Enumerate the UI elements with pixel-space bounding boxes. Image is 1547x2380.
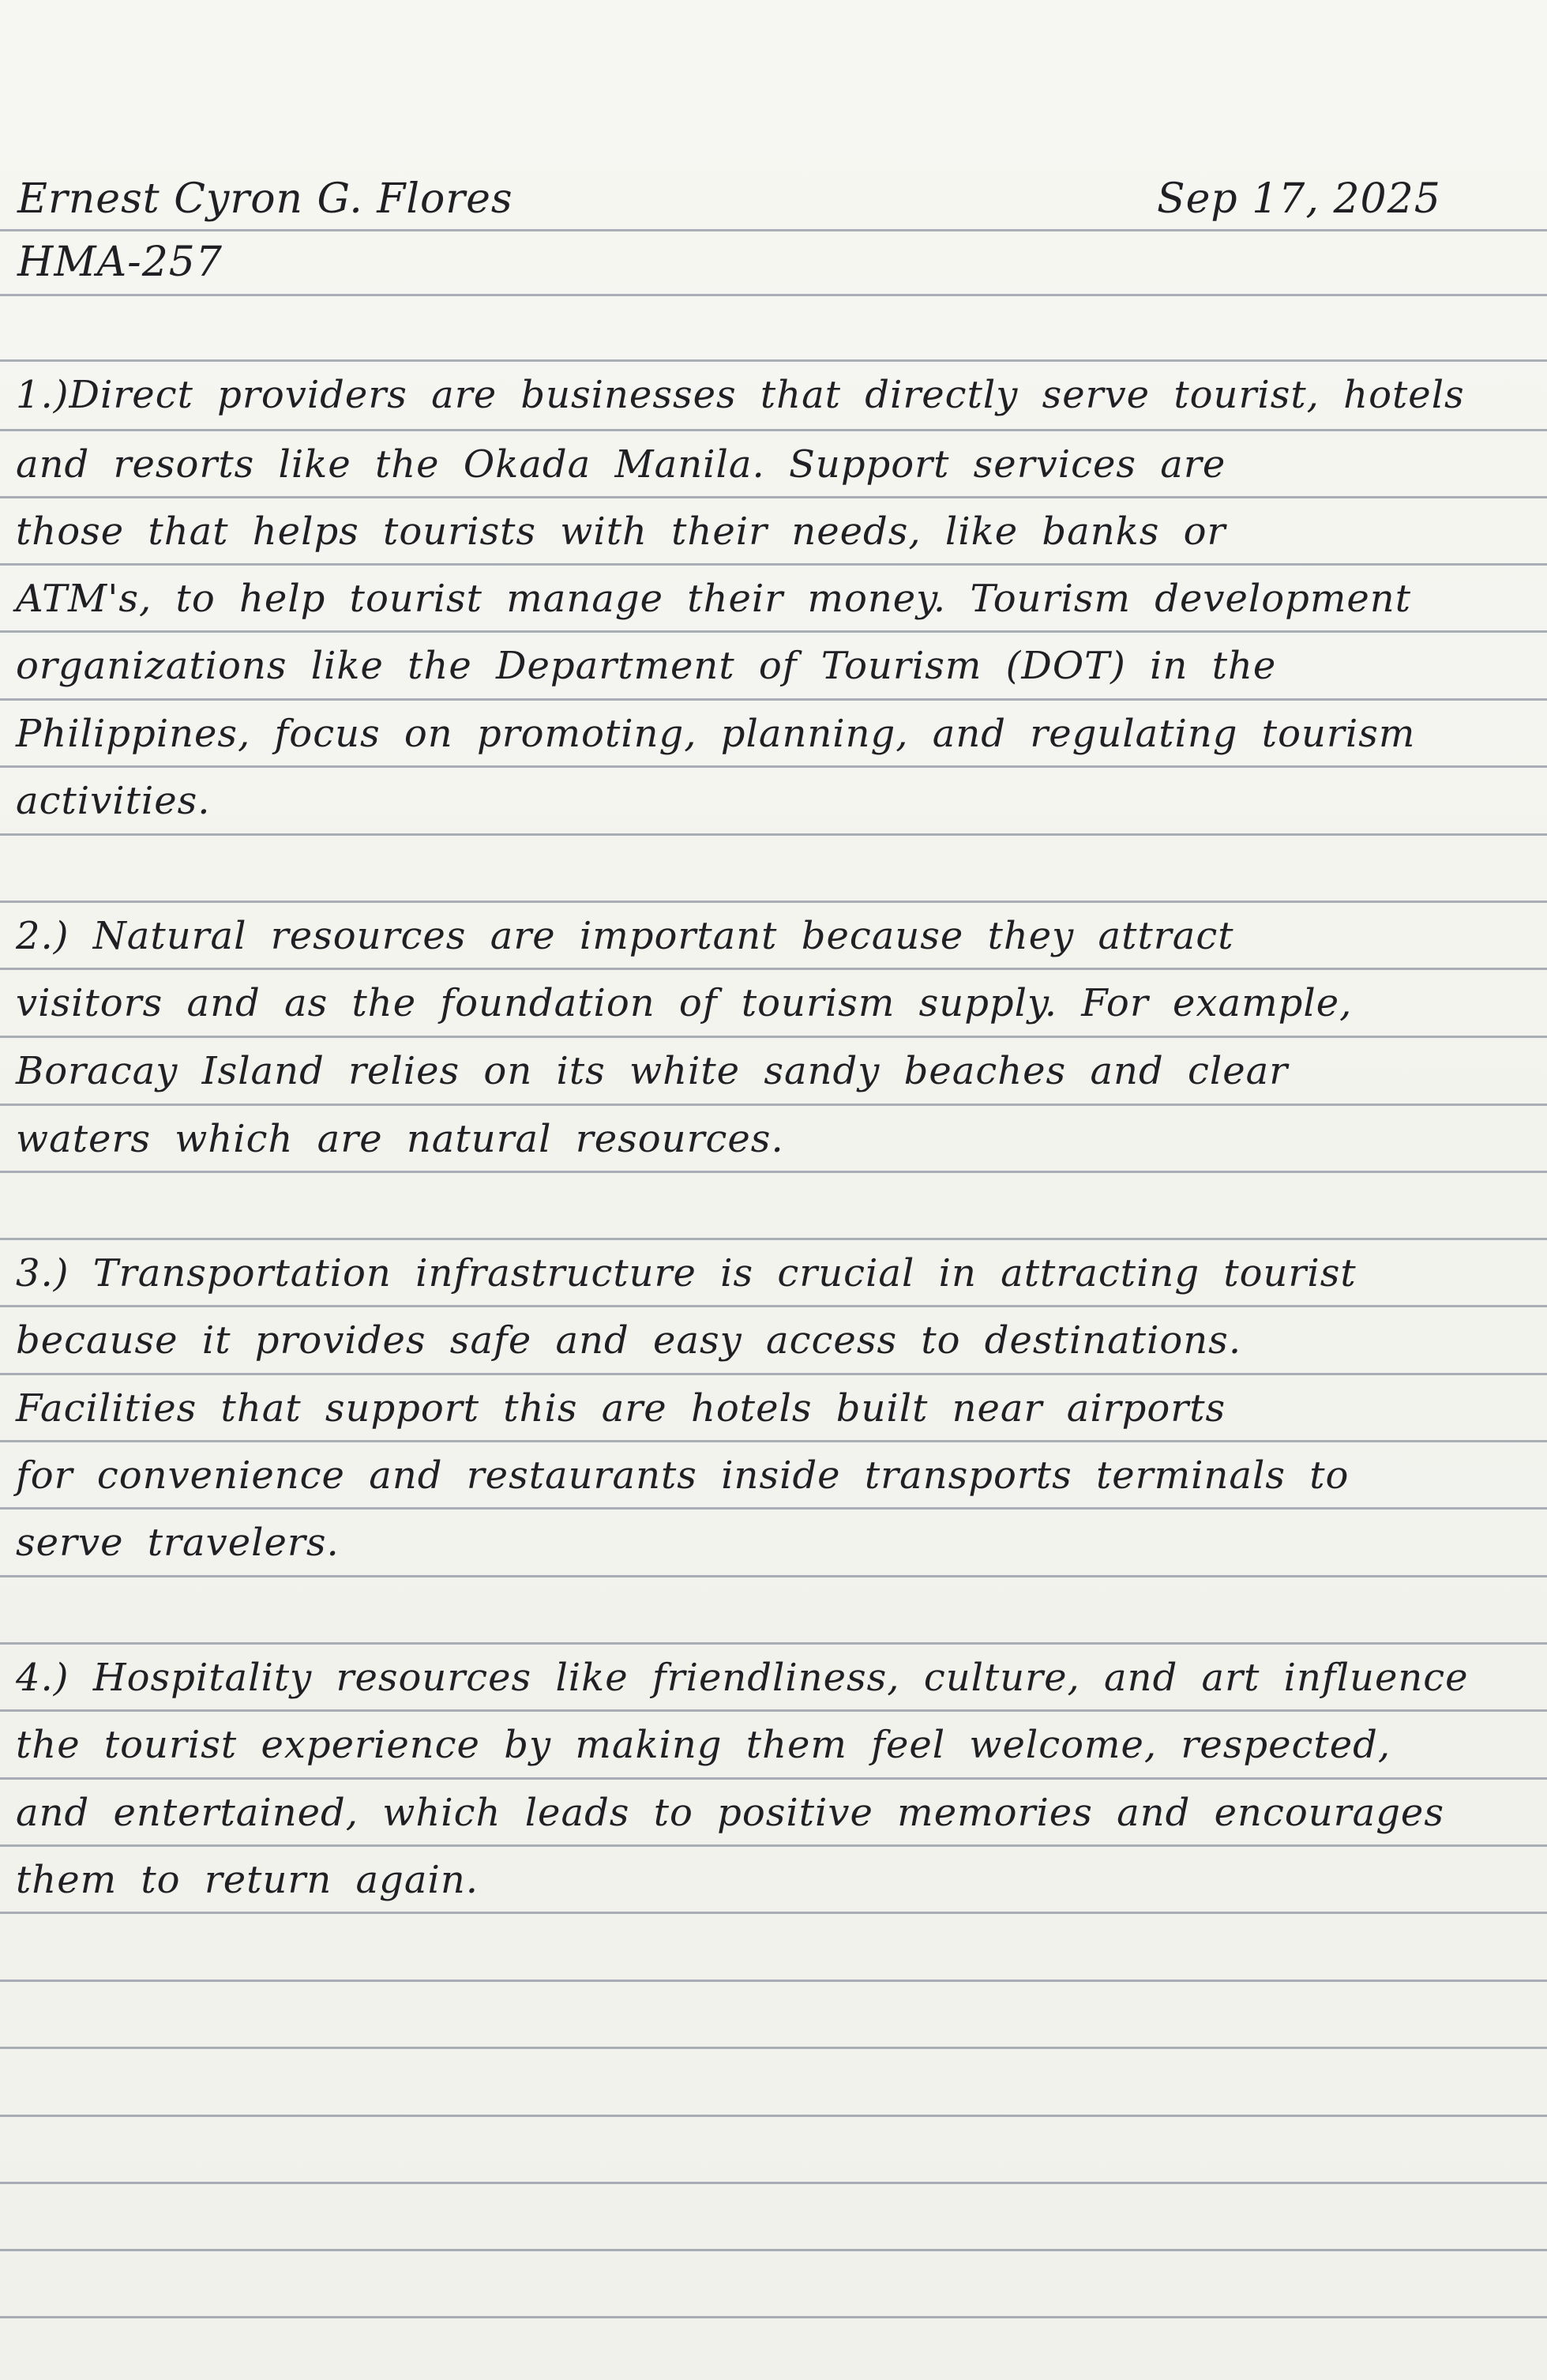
answer-2-line: waters which are natural resources.	[16, 1117, 784, 1161]
answer-1-line: and resorts like the Okada Manila. Support services are	[16, 442, 1226, 487]
answer-2-line: 2.) Natural resources are important because they attract	[16, 914, 1234, 958]
answer-3-line: because it provides safe and easy access to destinations.	[16, 1318, 1242, 1363]
ruled-line	[0, 1980, 1547, 1982]
student-section: HMA-257	[17, 239, 223, 286]
ruled-line	[0, 2115, 1547, 2117]
ruled-line	[0, 1777, 1547, 1780]
ruled-line	[0, 2249, 1547, 2251]
answer-2-line: Boracay Island relies on its white sandy beaches and clear	[16, 1049, 1289, 1093]
ruled-line	[0, 2182, 1547, 2184]
ruled-line	[0, 698, 1547, 701]
ruled-line	[0, 1238, 1547, 1240]
answer-4-line: 4.) Hospitality resources like friendliness, culture, and art influence	[16, 1656, 1469, 1700]
ruled-line	[0, 496, 1547, 498]
ruled-line	[0, 294, 1547, 296]
answer-1-line: Philippines, focus on promoting, planning, and regulating tourism	[16, 712, 1416, 756]
ruled-line	[0, 1104, 1547, 1106]
ruled-line	[0, 1036, 1547, 1038]
answer-1-line: those that helps tourists with their needs, like banks or	[16, 509, 1226, 554]
answer-3-line: 3.) Transportation infrastructure is crucial in attracting tourist	[16, 1251, 1357, 1295]
student-name: Ernest Cyron G. Flores	[17, 175, 513, 223]
ruled-line	[0, 630, 1547, 633]
answer-1-line: 1.)Direct providers are businesses that directly serve tourist, hotels	[16, 373, 1465, 417]
answer-4-line: them to return again.	[16, 1858, 479, 1902]
answer-3-line: for convenience and restaurants inside transports terminals to	[16, 1453, 1350, 1498]
ruled-line	[0, 1642, 1547, 1645]
ruled-line	[0, 833, 1547, 836]
ruled-line	[0, 1305, 1547, 1307]
ruled-line	[0, 1507, 1547, 1510]
ruled-line	[0, 900, 1547, 903]
date: Sep 17, 2025	[1157, 175, 1441, 223]
ruled-line	[0, 429, 1547, 431]
ruled-line	[0, 1912, 1547, 1914]
ruled-line	[0, 2047, 1547, 2049]
ruled-line	[0, 1844, 1547, 1847]
ruled-line	[0, 1440, 1547, 1442]
ruled-line	[0, 1709, 1547, 1712]
ruled-line	[0, 229, 1547, 231]
answer-1-line: ATM's, to help tourist manage their money. Tourism development	[16, 577, 1411, 621]
ruled-line	[0, 1575, 1547, 1577]
ruled-line	[0, 563, 1547, 566]
answer-1-line: organizations like the Department of Tourism (DOT) in the	[16, 644, 1277, 688]
ruled-line	[0, 1373, 1547, 1375]
answer-3-line: Facilities that support this are hotels built near airports	[16, 1386, 1226, 1431]
ruled-line	[0, 359, 1547, 362]
ruled-line	[0, 1171, 1547, 1173]
answer-4-line: the tourist experience by making them feel welcome, respected,	[16, 1723, 1391, 1767]
ruled-line	[0, 968, 1547, 970]
answer-4-line: and entertained, which leads to positive memories and encourages	[16, 1791, 1444, 1835]
answer-3-line: serve travelers.	[16, 1521, 340, 1565]
ruled-line	[0, 765, 1547, 768]
ruled-line	[0, 2316, 1547, 2318]
answer-2-line: visitors and as the foundation of tourism supply. For example,	[16, 981, 1353, 1025]
answer-1-line: activities.	[16, 779, 211, 823]
